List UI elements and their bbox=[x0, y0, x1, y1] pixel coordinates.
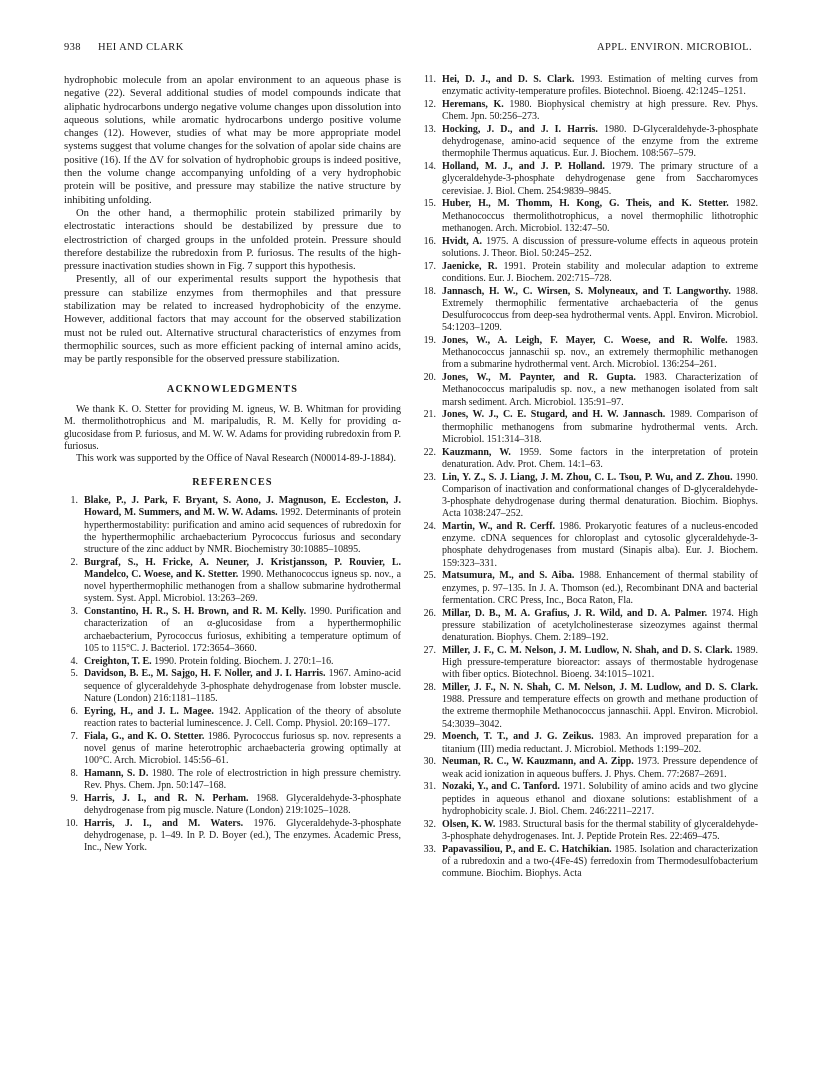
reference-number: 31. bbox=[423, 781, 436, 793]
reference-number: 25. bbox=[423, 570, 436, 582]
reference-entry bbox=[422, 570, 758, 607]
reference-text: 1976. Glyceraldehyde-3-phosphate dehydrogenase, p. 1–49. In P. D. Boyer (ed.), The enzymes. Academic Press, Inc., New York. bbox=[84, 817, 402, 854]
reference-number: 12. bbox=[423, 99, 436, 110]
reference-number: 10. bbox=[65, 817, 78, 829]
reference-entry bbox=[422, 608, 758, 645]
reference-text: 1983. Methanococcus jannaschii sp. nov., an extremely thermophilic methanogen from a submarine hydrothermal vent. Arch. Microbiol. 136:254–261. bbox=[442, 335, 758, 371]
reference-text: 1983. Characterization of Methanococcus maripaludis sp. nov., a new methanogen isolated from salt marsh sediment. Arch. Microbiol. 135:91–97. bbox=[442, 372, 758, 408]
acknowledgments-paragraph: We thank K. O. Stetter for providing M. igneus, W. B. Whitman for providing M. thermolithotrophicus and M. maripaludis, R. M. Kelly for providing α-glucosidase from P. furiosus, and M. W. W. Adams for providing rubredoxin from P. furiosus. bbox=[64, 403, 401, 453]
reference-number: 6. bbox=[70, 705, 78, 717]
reference-authors: Neuman, R. C., W. Kauzmann, and A. Zipp. bbox=[442, 756, 634, 768]
reference-number: 22. bbox=[423, 446, 436, 458]
reference-text: 1990. Protein folding. Biochem. J. 270:1–16. bbox=[154, 655, 334, 667]
reference-authors: Nozaki, Y., and C. Tanford. bbox=[442, 781, 560, 793]
reference-number: 32. bbox=[423, 818, 436, 830]
reference-number: 20. bbox=[423, 372, 436, 384]
funding-paragraph: This work was supported by the Office of Naval Research (N00014-89-J-1884). bbox=[76, 453, 397, 465]
reference-entry bbox=[64, 606, 401, 655]
reference-number: 11. bbox=[423, 74, 436, 85]
reference-text: 1990. Methanococcus igneus sp. nov., a novel hyperthermophilic methanogen from a shallow submarine hydrothermal system. Syst. Appl. Microbiol. 13:263–269. bbox=[84, 568, 401, 605]
reference-number: 14. bbox=[423, 161, 436, 173]
reference-entry bbox=[64, 731, 401, 768]
reference-entry bbox=[422, 819, 758, 843]
reference-entry bbox=[422, 472, 758, 521]
reference-number: 17. bbox=[423, 260, 436, 272]
reference-authors: Millar, D. B., M. A. Grafius, J. R. Wild, and D. A. Palmer. bbox=[442, 607, 708, 619]
reference-list-left bbox=[64, 495, 401, 854]
journal-name: APPL. ENVIRON. MICROBIOL. bbox=[597, 42, 752, 53]
reference-number: 7. bbox=[70, 730, 78, 742]
running-authors: HEI AND CLARK bbox=[98, 42, 184, 53]
reference-number: 16. bbox=[423, 235, 436, 247]
reference-text: 1983. An improved preparation for a titanium (III) media reductant. J. Microbiol. Methods 1:199–202. bbox=[442, 731, 758, 755]
reference-text: 1959. Some factors in the interpretation of protein denaturation. Adv. Prot. Chem. 14:1–63. bbox=[442, 446, 759, 470]
reference-entry bbox=[64, 495, 401, 556]
reference-entry bbox=[422, 236, 758, 260]
acknowledgments-section bbox=[64, 383, 401, 466]
left-column bbox=[64, 74, 401, 855]
reference-authors: Martin, W., and R. Cerff. bbox=[442, 521, 556, 533]
reference-authors: Miller, J. F., C. M. Nelson, J. M. Ludlow, N. Shah, and D. S. Clark. bbox=[442, 644, 733, 656]
reference-entry bbox=[422, 756, 758, 780]
reference-list-right bbox=[422, 74, 758, 880]
reference-number: 23. bbox=[423, 471, 436, 483]
reference-authors: Matsumura, M., and S. Aiba. bbox=[442, 570, 575, 582]
reference-entry bbox=[64, 668, 401, 705]
reference-entry bbox=[422, 124, 758, 161]
reference-authors: Blake, P., J. Park, F. Bryant, S. Aono, J. Magnuson, E. Eccleston, J. Howard, M. Summers, and M. W. W. Adams. bbox=[84, 495, 401, 519]
reference-authors: Hamann, S. D. bbox=[84, 767, 149, 779]
reference-entry bbox=[422, 286, 758, 335]
reference-text: 1971. Solubility of amino acids and two glycine peptides in aqueous ethanol and dioxane solutions: establishment of a hydrophobicity scale. J. Biol. Chem. 246:2211–2217. bbox=[442, 781, 759, 817]
reference-number: 30. bbox=[423, 756, 436, 768]
reference-authors: Burgraf, S., H. Fricke, A. Neuner, J. Kristjansson, P. Rouvier, L. Mandelco, C. Woese, and K. Stetter. bbox=[84, 556, 401, 580]
reference-number: 4. bbox=[70, 655, 78, 667]
reference-authors: Olsen, K. W. bbox=[442, 818, 496, 830]
reference-authors: Moench, T. T., and J. G. Zeikus. bbox=[442, 731, 594, 743]
reference-text: 1988. Enhancement of thermal stability of enzymes, p. 97–135. In J. A. Thomson (ed.), Recombinant DNA and bacterial fermentation. CRC Press, Inc., Boca Raton, Fla. bbox=[442, 570, 758, 606]
reference-entry bbox=[64, 656, 401, 668]
reference-entry bbox=[422, 447, 758, 471]
reference-authors: Harris, J. I., and R. N. Perham. bbox=[84, 792, 249, 804]
reference-entry bbox=[422, 161, 758, 198]
reference-number: 18. bbox=[423, 285, 436, 297]
reference-entry bbox=[64, 557, 401, 606]
reference-authors: Miller, J. F., N. N. Shah, C. M. Nelson, J. M. Ludlow, and D. S. Clark. bbox=[442, 682, 758, 694]
reference-authors: Jones, W., M. Paynter, and R. Gupta. bbox=[442, 372, 636, 384]
reference-text: 1982. Methanococcus thermolithotrophicus, a novel thermophilic lithotrophic methanogen. Arch. Microbiol. 132:47–50. bbox=[442, 198, 759, 234]
reference-authors: Eyring, H., and J. L. Magee. bbox=[84, 705, 214, 717]
reference-text: 1942. Application of the theory of absolute reaction rates to bacterial luminescence. J. Cell. Comp. Physiol. 20:169–177. bbox=[84, 705, 401, 729]
reference-authors: Holland, M. J., and J. P. Holland. bbox=[442, 161, 605, 173]
references-heading: REFERENCES bbox=[192, 476, 273, 488]
reference-entry bbox=[64, 818, 401, 855]
acknowledgments-heading: ACKNOWLEDGMENTS bbox=[166, 383, 299, 395]
reference-entry bbox=[422, 844, 758, 881]
reference-entry bbox=[422, 682, 758, 731]
reference-authors: Hvidt, A. bbox=[442, 235, 482, 247]
reference-entry bbox=[422, 261, 758, 285]
reference-text: 1967. Amino-acid sequence of glyceraldehyde 3-phosphate dehydrogenase from lobster muscle. Nature (London) 216:1181–1185. bbox=[84, 668, 401, 704]
reference-text: 1990. Comparison of inactivation and conformational changes of D-glyceraldehyde-3-phosphate dehydrogenase during thermal denaturation. Biochim. Biophys. Acta 1038:247–252. bbox=[442, 471, 759, 520]
reference-authors: Creighton, T. E. bbox=[84, 655, 152, 667]
reference-number: 15. bbox=[423, 198, 436, 210]
reference-authors: Lin, Y. Z., S. J. Liang, J. M. Zhou, C. L. Tsou, P. Wu, and Z. Zhou. bbox=[442, 471, 733, 483]
reference-number: 28. bbox=[423, 682, 436, 694]
reference-number: 8. bbox=[70, 767, 78, 779]
reference-number: 5. bbox=[70, 668, 78, 680]
reference-number: 13. bbox=[423, 124, 436, 135]
reference-entry bbox=[64, 706, 401, 730]
reference-authors: Jones, W., A. Leigh, F. Mayer, C. Woese, and R. Wolfe. bbox=[442, 335, 728, 347]
body-paragraph: On the other hand, a thermophilic protein stabilized primarily by electrostatic interactions should be destabilized by pressure due to electrostriction of charged groups in the unfolded protein. Pressure should therefore destabilize the rubredoxin from P. furiosus. The results of the high-pressure inactivation studies shown in Fig. 7 support this hypothesis. bbox=[64, 207, 401, 273]
reference-entry bbox=[422, 409, 758, 446]
reference-number: 26. bbox=[423, 607, 436, 619]
reference-authors: Hei, D. J., and D. S. Clark. bbox=[442, 74, 575, 85]
reference-number: 33. bbox=[423, 843, 436, 855]
reference-text: 1989. Comparison of thermophilic methanogens from submarine hydrothermal vents. Arch. Microbiol. 151:314–318. bbox=[442, 409, 758, 445]
reference-text: 1973. Pressure dependence of weak acid ionization in aqueous buffers. J. Phys. Chem. 77:2687–2691. bbox=[442, 756, 758, 780]
reference-text: 1993. Estimation of melting curves from enzymatic activity-temperature profiles. Biotechnol. Bioeng. 42:1245–1251. bbox=[442, 74, 759, 98]
reference-text: 1980. The role of electrostriction in high pressure chemistry. Rev. Phys. Chem. Jpn. 50:147–168. bbox=[84, 767, 401, 791]
body-paragraph: hydrophobic molecule from an apolar environment to an aqueous phase is negative (22). Several additional studies of model compounds indicate that aliphatic hydrocarbons undergo negative volume changes upon dissolution into aqueous solutions, while aromatic hydrocarbons undergo positive volume changes (12). However, studies of what may be more appropriate model systems suggest that volume changes for the solvation of apolar side chains are positive (16). If the ΔV for solvation of hydrophobic groups is indeed positive, then the volume change accompanying unfolding of a very hydrophobic protein will be positive, and pressure may stabilize the native structure by inhibiting unfolding. bbox=[64, 75, 401, 206]
reference-text: 1989. High pressure-temperature bioreactor: assays of thermostable hydrogenase with fiber optics. Biotechnol. Bioeng. 34:1015–1021. bbox=[442, 644, 758, 681]
reference-authors: Papavassiliou, P., and E. C. Hatchikian. bbox=[442, 843, 612, 855]
reference-text: 1991. Protein stability and molecular adaption to extreme conditions. Eur. J. Biochem. 202:715–728. bbox=[442, 260, 758, 284]
reference-authors: Fiala, G., and K. O. Stetter. bbox=[84, 730, 205, 742]
reference-text: 1980. D-Glyceraldehyde-3-phosphate dehydrogenase, amino-acid sequence of the enzyme from the extreme thermophile Thermus aquaticus. Eur. J. Biochem. 108:567–579. bbox=[442, 124, 759, 160]
reference-text: 1980. Biophysical chemistry at high pressure. Rev. Phys. Chem. Jpn. 50:256–273. bbox=[442, 99, 758, 123]
body-paragraph: Presently, all of our experimental results support the hypothesis that pressure can stabilize enzymes from thermophiles and that pressure stabilization may be related to increased hydrophobicity of the enzyme. However, additional factors that may account for the observed stabilization must not be ruled out. Alternative structural characteristics of enzymes from thermophilic sources, such as more efficient packing of internal amino acids, may be partly responsible for the observed pressure stabilization. bbox=[64, 274, 401, 366]
reference-text: 1979. The primary structure of a glyceraldehyde-3-phosphate dehydrogenase gene from Saccharomyces cerevisiae. J. Biol. Chem. 254:9839–9845. bbox=[442, 161, 759, 197]
reference-number: 24. bbox=[423, 521, 436, 533]
reference-authors: Heremans, K. bbox=[442, 99, 504, 110]
right-column bbox=[422, 74, 758, 881]
reference-number: 3. bbox=[70, 606, 78, 618]
reference-authors: Constantino, H. R., S. H. Brown, and R. M. Kelly. bbox=[84, 606, 307, 618]
reference-number: 29. bbox=[423, 731, 436, 743]
reference-authors: Jones, W. J., C. E. Stugard, and H. W. Jannasch. bbox=[442, 409, 666, 421]
reference-number: 27. bbox=[423, 644, 436, 656]
reference-authors: Davidson, B. E., M. Sajgo, H. F. Noller, and J. I. Harris. bbox=[84, 668, 326, 680]
reference-entry bbox=[422, 99, 758, 123]
reference-authors: Huber, H., M. Thomm, H. Kong, G. Theis, and K. Stetter. bbox=[442, 198, 729, 210]
reference-text: 1988. Extremely thermophilic fermentative archaebacteria of the genus Desulfurococcus from deep-sea hydrothermal vents. Appl. Environ. Microbiol. 54:1203–1209. bbox=[442, 285, 758, 334]
reference-authors: Hocking, J. D., and J. I. Harris. bbox=[442, 124, 598, 135]
reference-entry bbox=[64, 768, 401, 792]
reference-text: 1992. Determinants of protein hyperthermostability: purification and amino acid sequences of rubredoxin for the hyperthermophilic archaebacterium Pyrococcus furiosus and secondary structure of the zinc adduct by NMR. Biochemistry 30:10885–10895. bbox=[84, 507, 402, 555]
reference-text: 1990. Purification and characterization of an α-glucosidase from a hyperthermophilic archaebacterium, Pyrococcus furiosus, exhibiting a temperature optimum of 105 to 115°C. J. Bacteriol. 172:3654–3660. bbox=[84, 606, 402, 654]
reference-authors: Harris, J. I., and M. Waters. bbox=[84, 817, 244, 829]
reference-number: 21. bbox=[423, 409, 436, 421]
reference-entry bbox=[422, 645, 758, 682]
running-header bbox=[64, 42, 752, 58]
reference-text: 1988. Pressure and temperature effects on growth and methane production of the extreme thermophile Methanococcus jannaschii. Appl. Environ. Microbiol. 54:3039–3042. bbox=[442, 694, 758, 730]
reference-entry bbox=[422, 521, 758, 570]
reference-authors: Jaenicke, R. bbox=[442, 260, 498, 272]
reference-number: 9. bbox=[70, 792, 78, 804]
reference-number: 2. bbox=[70, 556, 78, 568]
reference-entry bbox=[422, 74, 758, 98]
reference-text: 1986. Pyrococcus furiosus sp. nov. represents a novel genus of marine heterotrophic archaebacteria growing optimally at 100°C. Arch. Microbiol. 145:56–61. bbox=[84, 730, 402, 766]
reference-authors: Kauzmann, W. bbox=[442, 446, 511, 458]
reference-entry bbox=[422, 198, 758, 235]
reference-entry bbox=[422, 731, 758, 755]
reference-text: 1968. Glyceraldehyde-3-phosphate dehydrogenase from pig muscle. Nature (London) 219:1025–1028. bbox=[84, 792, 401, 816]
reference-entry bbox=[422, 781, 758, 818]
reference-text: 1985. Isolation and characterization of a rubredoxin and a two-(4Fe-4S) ferredoxin from Thermodesulfobacterium commune. Biochim. Biophys. Acta bbox=[442, 843, 758, 880]
reference-text: 1975. A discussion of pressure-volume effects in aqueous protein solutions. J. Theor. Biol. 50:245–252. bbox=[442, 235, 758, 259]
reference-number: 1. bbox=[70, 495, 78, 507]
reference-entry bbox=[422, 335, 758, 372]
reference-entry bbox=[422, 372, 758, 409]
reference-entry bbox=[64, 793, 401, 817]
reference-number: 19. bbox=[423, 335, 436, 347]
reference-text: 1983. Structural basis for the thermal stability of glyceraldehyde-3-phosphate dehydrogenases. Int. J. Peptide Protein Res. 22:469–475. bbox=[442, 818, 759, 842]
page-number: 938 bbox=[64, 42, 81, 53]
reference-text: 1986. Prokaryotic features of a nucleus-encoded enzyme. cDNA sequences for chloroplast and cytosolic glyceraldehyde-3-phosphate dehydrogenases from mustard (Sinapis alba). Eur. J. Biochem. 159:323–331. bbox=[442, 521, 758, 569]
reference-authors: Jannasch, H. W., C. Wirsen, S. Molyneaux, and T. Langworthy. bbox=[442, 285, 731, 297]
reference-text: 1974. High pressure stabilization of acetylcholinesterase sizeozymes against thermal denaturation. Biophys. Chem. 2:189–192. bbox=[442, 607, 758, 644]
